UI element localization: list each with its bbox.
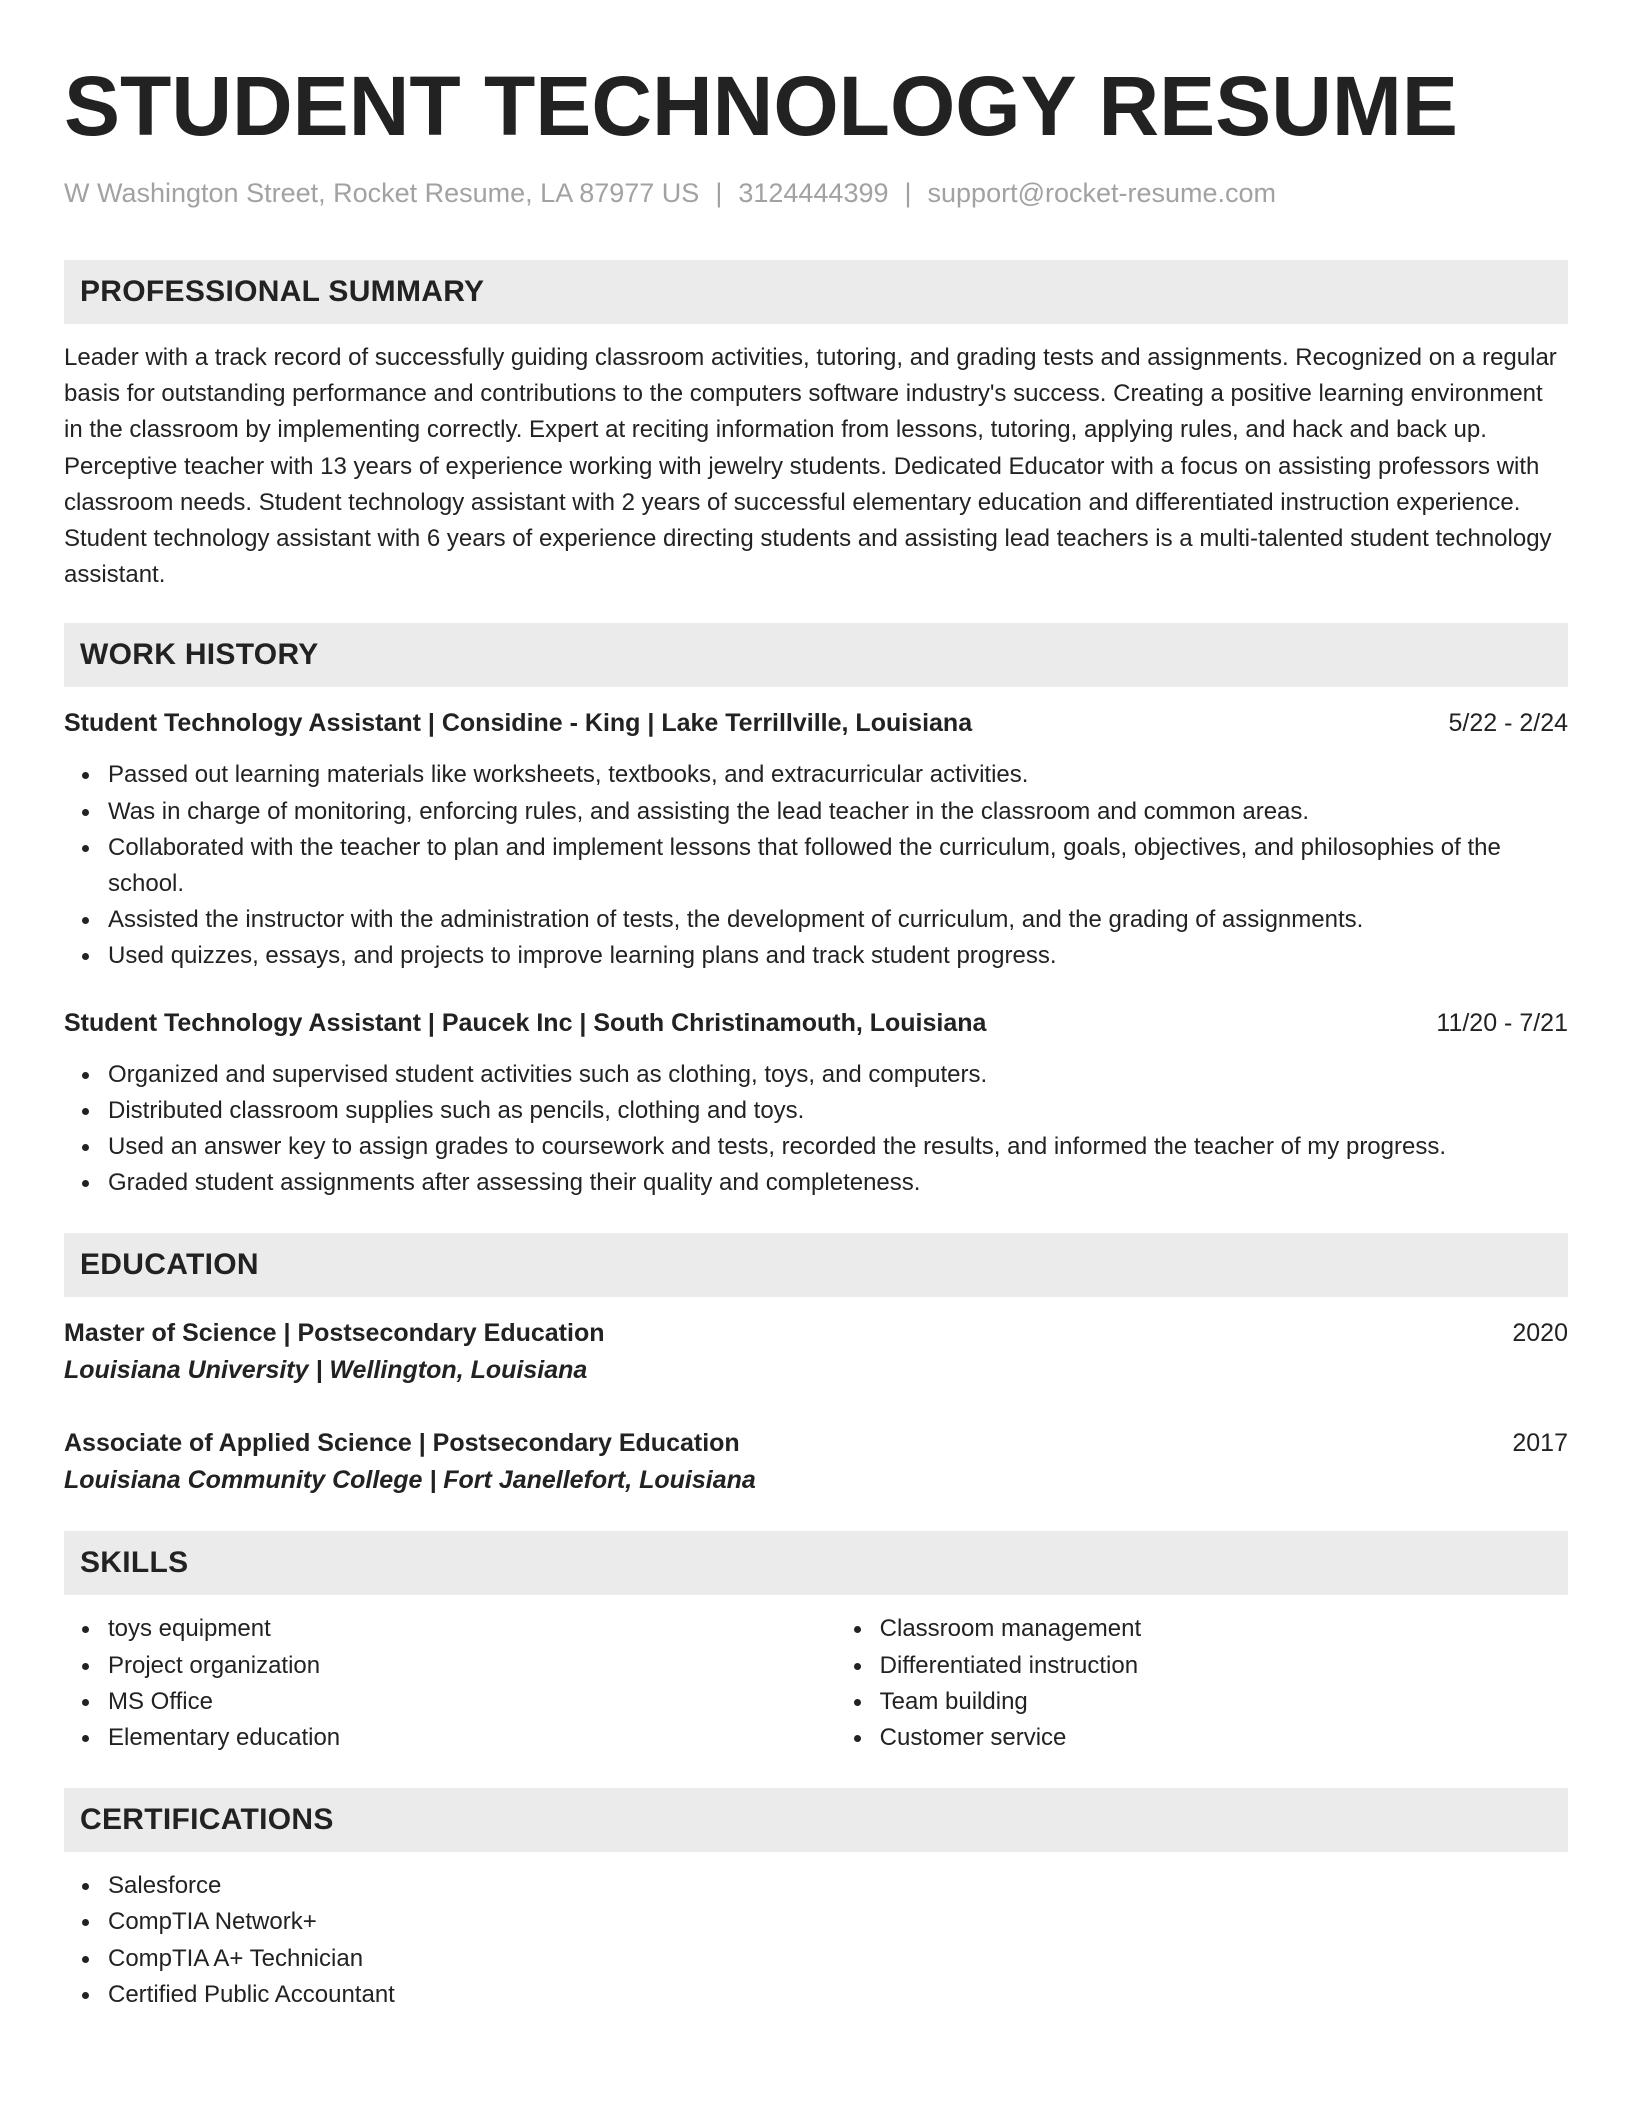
duty-item: Assisted the instructor with the administration of tests, the development of curriculum, and the grading of assignments. [108,902,1568,938]
duty-item: Used quizzes, essays, and projects to improve learning plans and track student progress. [108,938,1568,974]
skills-section-header [64,1531,1568,1595]
duty-item: Graded student assignments after assessing their quality and completeness. [108,1165,1568,1201]
contact-address: W Washington Street, Rocket Resume, LA 87977 US [64,178,700,208]
degree: Associate of Applied Science | Postsecondary Education [64,1429,740,1458]
duty-item: Used an answer key to assign grades to coursework and tests, recorded the results, and informed the teacher of my progress. [108,1129,1568,1165]
duty-item: Organized and supervised student activities such as clothing, toys, and computers. [108,1057,1568,1093]
skill-item: Project organization [108,1648,836,1684]
job-dates: 5/22 - 2/24 [1448,709,1568,738]
summary-section-header [64,260,1568,324]
skill-item: Customer service [880,1720,1568,1756]
school-name: Louisiana Community College | Fort Janellefort, Louisiana [64,1466,756,1495]
job-entry [64,1005,1568,1202]
contact-separator: | [904,178,912,208]
graduation-year: 2017 [1512,1429,1568,1458]
school-name: Louisiana University | Wellington, Louisiana [64,1356,588,1385]
skill-item: MS Office [108,1684,836,1720]
certification-item: Salesforce [108,1868,1568,1904]
certifications-section-header [64,1788,1568,1852]
skill-item: Team building [880,1684,1568,1720]
education-heading: EDUCATION [80,1248,259,1282]
education-entry [64,1425,1568,1499]
duty-item: Passed out learning materials like worksheets, textbooks, and extracurricular activities. [108,757,1568,793]
contact-line [64,176,1568,210]
education-entry [64,1315,1568,1389]
skills-column [836,1611,1568,1756]
certification-item: Certified Public Accountant [108,1977,1568,2013]
job-dates: 11/20 - 7/21 [1436,1008,1568,1037]
skill-item: Differentiated instruction [880,1648,1568,1684]
certification-item: CompTIA A+ Technician [108,1941,1568,1977]
skill-item: Classroom management [880,1611,1568,1647]
job-header [64,1005,1568,1041]
job-title: Student Technology Assistant | Considine - King | Lake Terrillville, Louisiana [64,709,973,738]
job-duties [64,757,1568,974]
job-title: Student Technology Assistant | Paucek Inc | South Christinamouth, Louisiana [64,1008,987,1037]
education-header [64,1315,1568,1351]
graduation-year: 2020 [1512,1319,1568,1348]
duty-item: Collaborated with the teacher to plan and implement lessons that followed the curriculum, goals, objectives, and philosophies of the school. [108,830,1568,902]
summary-text: Leader with a track record of successfully guiding classroom activities, tutoring, and grading tests and assignments. Recognized on a regular basis for outstanding performance and contributions to the computers software industry's success. Creating a positive learning environment in the classroom by implementing correctly. Expert at reciting information from lessons, tutoring, applying rules, and hack and back up. Perceptive teacher with 13 years of experience working with jewelry students. Dedicated Educator with a focus on assisting professors with classroom needs. Student technology assistant with 2 years of successful elementary education and differentiated instruction experience. Student technology assistant with 6 years of experience directing students and assisting lead teachers is a multi-talented student technology assistant. [64,344,1557,589]
resume-title: STUDENT TECHNOLOGY RESUME [64,59,1458,153]
job-duties [64,1057,1568,1202]
contact-phone: 3124444399 [738,178,889,208]
job-header [64,705,1568,741]
degree: Master of Science | Postsecondary Education [64,1319,605,1348]
education-header [64,1425,1568,1461]
certification-item: CompTIA Network+ [108,1904,1568,1940]
skills-grid [64,1595,1568,1756]
certifications-heading: CERTIFICATIONS [80,1803,334,1837]
contact-email: support@rocket-resume.com [927,178,1277,208]
duty-item: Was in charge of monitoring, enforcing rules, and assisting the lead teacher in the classroom and common areas. [108,794,1568,830]
summary-heading: PROFESSIONAL SUMMARY [80,275,485,308]
skill-item: Elementary education [108,1720,836,1756]
work-section-header [64,623,1568,687]
contact-separator: | [715,178,723,208]
certifications-list [64,1868,1568,2013]
skill-item: toys equipment [108,1611,836,1647]
education-section-header [64,1233,1568,1297]
work-heading: WORK HISTORY [80,638,319,672]
skills-column [64,1611,836,1756]
skills-heading: SKILLS [80,1546,189,1580]
job-entry [64,705,1568,974]
duty-item: Distributed classroom supplies such as pencils, clothing and toys. [108,1093,1568,1129]
